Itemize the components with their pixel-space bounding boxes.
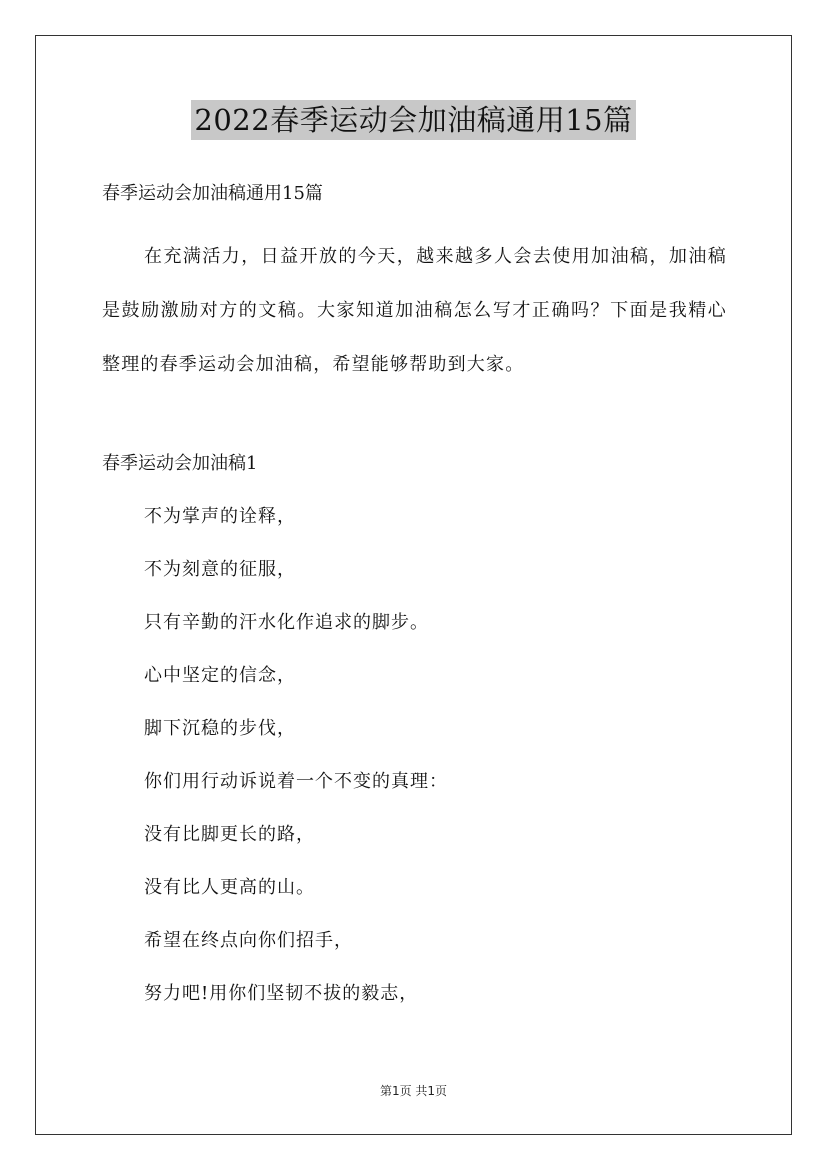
title-container <box>0 100 827 140</box>
document-title: 2022春季运动会加油稿通用15篇 <box>191 100 635 140</box>
section-heading: 春季运动会加油稿1 <box>102 453 258 474</box>
poem-line: 你们用行动诉说着一个不变的真理： <box>144 771 448 792</box>
poem-line: 只有辛勤的汗水化作追求的脚步。 <box>144 612 429 633</box>
page-footer: 第1页 共1页 <box>379 1084 448 1098</box>
poem-line: 不为掌声的诠释， <box>144 506 296 527</box>
poem-line: 努力吧!用你们坚韧不拔的毅志， <box>144 983 419 1004</box>
intro-paragraph: 在充满活力，日益开放的今天，越来越多人会去使用加油稿，加油稿是鼓励激励对方的文稿。大家知道加油稿怎么写才正确吗？下面是我精心整理的春季运动会加油稿，希望能够帮助到大家。 <box>102 246 727 375</box>
poem-line: 没有比脚更长的路， <box>144 824 315 845</box>
poem-line: 不为刻意的征服， <box>144 559 296 580</box>
poem-line: 希望在终点向你们招手， <box>144 930 353 951</box>
poem-line: 脚下沉稳的步伐， <box>144 718 296 739</box>
document-subtitle: 春季运动会加油稿通用15篇 <box>102 183 323 204</box>
poem-lines <box>144 504 448 1034</box>
poem-line: 没有比人更高的山。 <box>144 877 315 898</box>
poem-line: 心中坚定的信念， <box>144 665 296 686</box>
